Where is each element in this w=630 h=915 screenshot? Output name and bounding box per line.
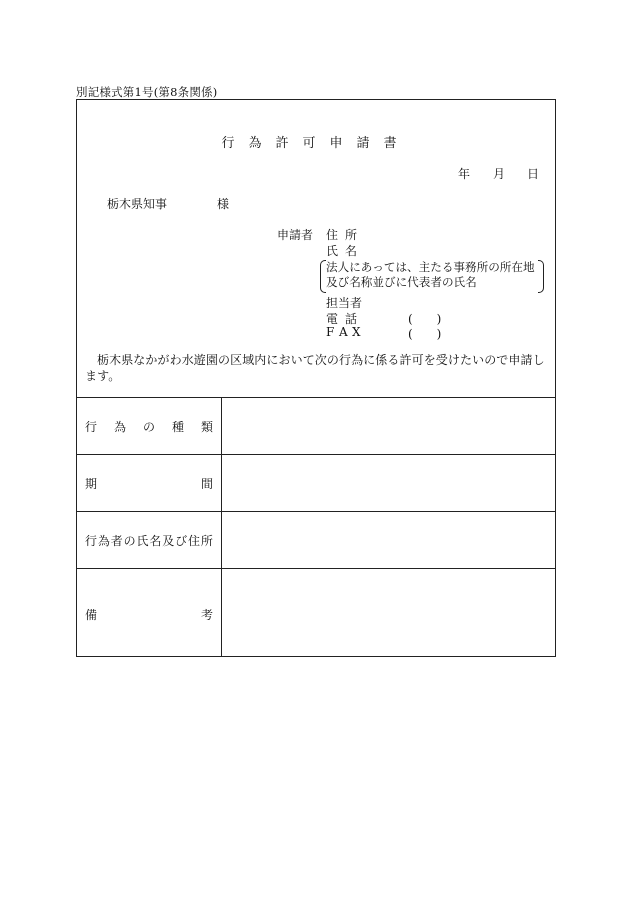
corporate-note-line: 及び名称並びに代表者の氏名 — [326, 275, 477, 289]
label-char: 為 — [97, 534, 110, 548]
row-label-actor-name-address — [85, 532, 213, 549]
request-statement: 栃木県なかがわ水遊園の区域内において次の行為に係る許可を受けたいので申請します。 — [85, 353, 545, 383]
label-char: 為 — [113, 420, 126, 434]
address-label-char: 所 — [345, 228, 358, 242]
label-char: 名 — [149, 534, 162, 548]
label-char: 備 — [85, 608, 98, 622]
actor-name-address-field[interactable] — [222, 512, 556, 567]
title-char: 書 — [383, 136, 411, 151]
label-char: 種 — [171, 420, 184, 434]
date-year-label: 年 — [458, 167, 471, 181]
label-char: 類 — [200, 420, 213, 434]
action-type-field[interactable] — [222, 398, 556, 453]
form-title — [77, 132, 555, 151]
label-char: の — [123, 534, 136, 548]
label-char: 及 — [162, 534, 175, 548]
row-label-remarks — [85, 606, 213, 623]
title-char: 申 — [329, 136, 357, 151]
fax-label-char: A — [339, 325, 348, 339]
label-char: 者 — [110, 534, 123, 548]
title-char: 可 — [302, 136, 330, 151]
label-char: 住 — [188, 534, 201, 548]
phone-label-char: 電 — [326, 312, 339, 326]
fax-paren: ( ) — [408, 327, 442, 341]
remarks-field[interactable] — [222, 569, 556, 657]
title-char: 許 — [275, 136, 303, 151]
title-char: 請 — [356, 136, 384, 151]
label-char: 期 — [85, 477, 98, 491]
corporate-note-line: 法人にあっては、主たる事務所の所在地 — [326, 260, 535, 274]
name-label-char: 氏 — [326, 244, 339, 258]
addressee — [107, 195, 229, 212]
label-char: び — [175, 534, 188, 548]
title-char: 行 — [221, 136, 249, 151]
label-char: 所 — [200, 534, 213, 548]
phone-label-char: 話 — [345, 312, 358, 326]
row-label-action-type — [85, 418, 213, 435]
label-char: 氏 — [136, 534, 149, 548]
fax-label-char: F — [326, 325, 335, 339]
phone-paren: ( ) — [408, 312, 442, 326]
label-char: の — [142, 420, 155, 434]
label-char: 考 — [200, 608, 213, 622]
title-char: 為 — [248, 136, 276, 151]
form-caption: 別記様式第1号(第8条関係) — [76, 85, 218, 99]
label-char: 行 — [85, 420, 98, 434]
label-char: 間 — [200, 477, 213, 491]
date-day-label: 日 — [527, 167, 540, 181]
row-label-period — [85, 475, 213, 492]
period-field[interactable] — [222, 455, 556, 510]
contact-person-label: 担当者 — [326, 296, 363, 310]
application-form — [76, 99, 556, 657]
addressee-honorific: 様 — [217, 197, 230, 211]
corporate-note — [320, 260, 544, 292]
name-label-char: 名 — [345, 244, 358, 258]
addressee-name: 栃木県知事 — [107, 197, 168, 211]
fax-label-char: X — [352, 325, 361, 339]
date-month-label: 月 — [493, 167, 506, 181]
label-char: 行 — [85, 534, 98, 548]
applicant-label: 申請者 — [277, 228, 314, 242]
address-label-char: 住 — [326, 228, 339, 242]
